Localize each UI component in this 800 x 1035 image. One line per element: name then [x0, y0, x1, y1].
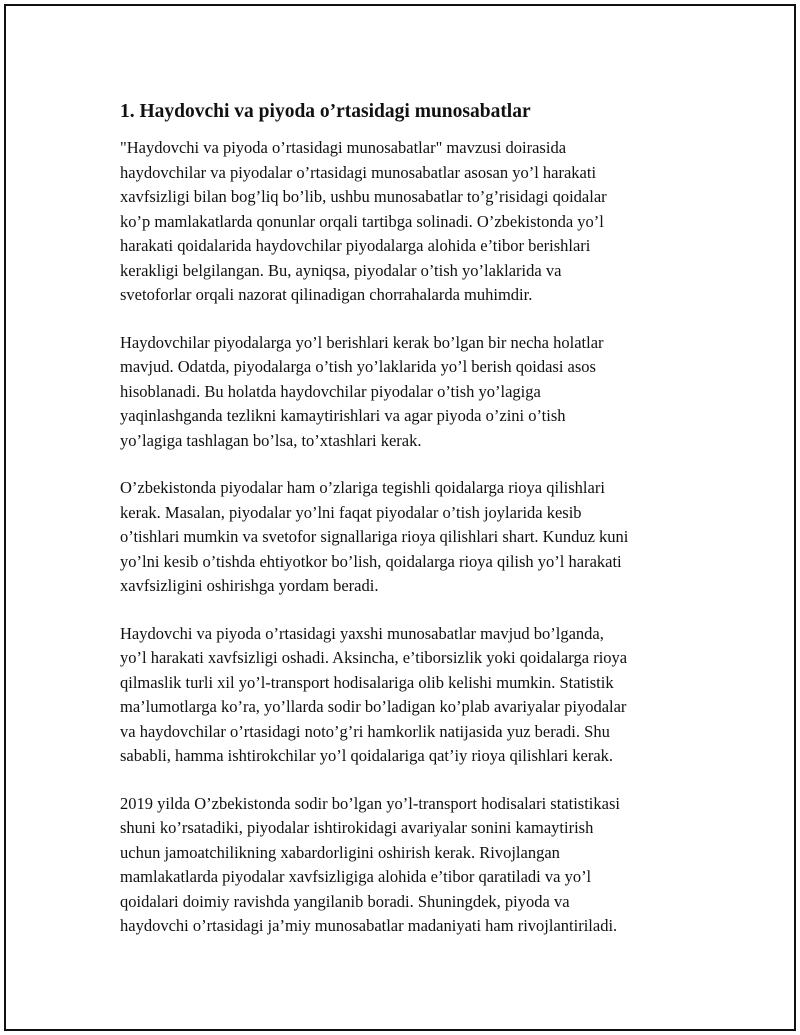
- text-line: xavfsizligi bilan bog’liq bo’lib, ushbu munosabatlar to’g’risidagi qoidalar: [120, 187, 607, 206]
- text-line: shuni ko’rsatadiki, piyodalar ishtirokidagi avariyalar sonini kamaytirish: [120, 818, 594, 837]
- text-line: qoidalari doimiy ravishda yangilanib boradi. Shuningdek, piyoda va: [120, 891, 570, 911]
- text-line: yo’lni kesib o’tishda ehtiyotkor bo’lish, qoidalarga rioya qilish yo’l harakati: [120, 551, 622, 571]
- text-line: va haydovchilar o’rtasidagi noto’g’ri hamkorlik natijasida yuz beradi. Shu: [120, 721, 610, 741]
- text-line: haydovchi o’rtasidagi ja’miy munosabatlar madaniyati ham rivojlantiriladi.: [120, 916, 618, 935]
- text-line: 2019 yilda O’zbekistonda sodir bo’lgan yo’l-transport hodisalari statistikasi: [120, 793, 620, 813]
- paragraphs-container: [120, 136, 700, 939]
- paragraph: [120, 476, 700, 599]
- text-line: Haydovchi va piyoda o’rtasidagi yaxshi munosabatlar mavjud bo’lganda,: [120, 623, 604, 643]
- text-line: ko’p mamlakatlarda qonunlar orqali tartibga solinadi. O’zbekistonda yo’l: [120, 211, 604, 231]
- text-line: Haydovchilar piyodalarga yo’l berishlari kerak bo’lgan bir necha holatlar: [120, 332, 604, 352]
- paragraph: [120, 136, 700, 308]
- text-line: O’zbekistonda piyodalar ham o’zlariga tegishli qoidalarga rioya qilishlari: [120, 478, 605, 497]
- paragraph: [120, 792, 700, 939]
- text-line: kerakligi belgilangan. Bu, ayniqsa, piyodalar o’tish yo’laklarida va: [120, 260, 562, 280]
- document-body: [120, 98, 700, 962]
- text-line: qilmaslik turli xil yo’l-transport hodisalariga olib kelishi mumkin. Statistik: [120, 672, 614, 692]
- text-line: "Haydovchi va piyoda o’rtasidagi munosabatlar" mavzusi doirasida: [120, 138, 567, 157]
- text-line: haydovchilar va piyodalar o’rtasidagi munosabatlar asosan yo’l harakati: [120, 162, 597, 182]
- text-line: yo’l harakati xavfsizligi oshadi. Aksincha, e’tiborsizlik yoki qoidalarga rioya: [120, 648, 628, 667]
- text-line: mavjud. Odatda, piyodalarga o’tish yo’laklarida yo’l berish qoidasi asos: [120, 357, 596, 376]
- paragraph: [120, 622, 700, 769]
- page-frame: [4, 4, 796, 1031]
- text-line: harakati qoidalarida haydovchilar piyodalarga alohida e’tibor berishlari: [120, 236, 591, 255]
- text-line: uchun jamoatchilikning xabardorligini oshirish kerak. Rivojlangan: [120, 842, 560, 862]
- text-line: yaqinlashganda tezlikni kamaytirishlari va agar piyoda o’zini o’tish: [120, 406, 566, 425]
- text-line: yo’lagiga tashlagan bo’lsa, to’xtashlari kerak.: [120, 430, 422, 450]
- text-line: mamlakatlarda piyodalar xavfsizligiga alohida e’tibor qaratiladi va yo’l: [120, 867, 592, 886]
- text-line: svetoforlar orqali nazorat qilinadigan chorrahalarda muhimdir.: [120, 285, 533, 304]
- text-line: sababli, hamma ishtirokchilar yo’l qoidalariga qat’iy rioya qilishlari kerak.: [120, 746, 614, 765]
- section-heading: 1. Haydovchi va piyoda o’rtasidagi munosabatlar: [120, 101, 531, 122]
- text-line: o’tishlari mumkin va svetofor signallariga rioya qilishlari shart. Kunduz kuni: [120, 527, 629, 546]
- text-line: kerak. Masalan, piyodalar yo’lni faqat piyodalar o’tish joylarida kesib: [120, 502, 582, 522]
- text-line: xavfsizligini oshirishga yordam beradi.: [120, 576, 379, 595]
- paragraph: [120, 331, 700, 454]
- text-line: ma’lumotlarga ko’ra, yo’llarda sodir bo’ladigan ko’plab avariyalar piyodalar: [120, 697, 627, 716]
- text-line: hisoblanadi. Bu holatda haydovchilar piyodalar o’tish yo’lagiga: [120, 381, 541, 401]
